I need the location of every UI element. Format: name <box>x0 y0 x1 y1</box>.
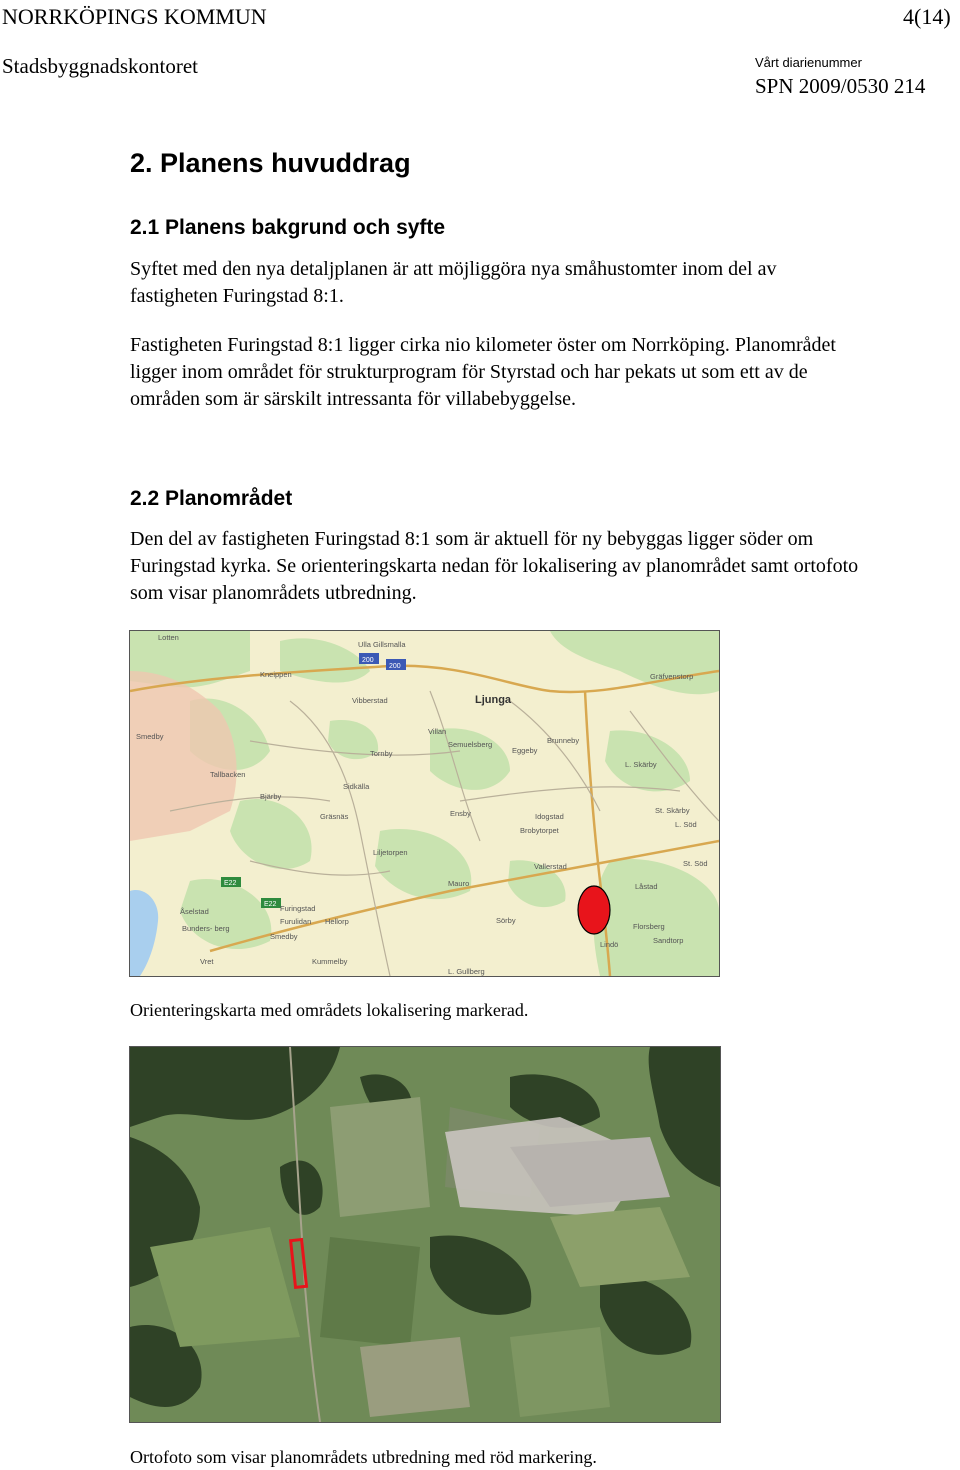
paragraph-text: Syftet med den nya detaljplanen är att möjliggöra nya småhustomter inom del av fastigheten Furingstad 8:1. <box>130 258 777 307</box>
map-label: St. Söd <box>683 859 708 868</box>
paragraph-text: Den del av fastigheten Furingstad 8:1 som är aktuell för ny bebyggas ligger söder om Furingstad kyrka. Se orienteringskarta nedan för lokalisering av planområdet samt ortofoto som visar planområdets utbredning. <box>130 528 859 604</box>
map-label: Villan <box>428 727 447 736</box>
map-caption: Orienteringskarta med områdets lokalisering markerad. <box>130 1000 529 1020</box>
map-label: Vallerstad <box>534 862 567 871</box>
map-label: 200 <box>362 657 374 664</box>
map-label: Sidkälla <box>343 782 370 791</box>
map-label: Ulla Gillsmalla <box>358 640 406 649</box>
map-label: Smedby <box>270 932 298 941</box>
map-label: Florsberg <box>633 922 665 931</box>
map-label: Ljunga <box>475 694 512 706</box>
map-label: Brobytorpet <box>520 826 559 835</box>
map-label: Sörby <box>496 916 516 925</box>
map-label: Liljetorpen <box>373 848 408 857</box>
map-label: Hellorp <box>325 917 349 926</box>
section-2-1-paragraph-1 <box>130 256 860 310</box>
header-department: Stadsbyggnadskontoret <box>2 54 198 78</box>
map-label: St. Skärby <box>655 806 690 815</box>
map-label: Bunders- berg <box>182 924 230 933</box>
map-label: Vibberstad <box>352 696 388 705</box>
page-number: 4(14) <box>903 4 951 29</box>
map-label: Låstad <box>635 882 658 891</box>
map-label: Brunneby <box>547 736 580 745</box>
map-label: Furingstad <box>280 904 316 913</box>
map-label: Eggeby <box>512 746 538 755</box>
map-label: Idogstad <box>535 812 564 821</box>
map-label: 200 <box>389 663 401 670</box>
section-2-1-paragraph-2 <box>130 332 860 413</box>
map-label: Lindö <box>600 940 619 949</box>
map-label: Semuelsberg <box>448 740 493 749</box>
map-label: Lotten <box>158 633 179 642</box>
map-label: Ensby <box>450 809 471 818</box>
section-2-1-heading: 2.1 Planens bakgrund och syfte <box>130 216 446 239</box>
map-label: Bjärby <box>260 792 282 801</box>
orientation-map-graphic <box>130 631 719 976</box>
map-label: Kummelby <box>312 957 348 966</box>
section-2-2-heading: 2.2 Planområdet <box>130 487 293 510</box>
map-label: Tallbacken <box>210 770 246 779</box>
orthophoto-graphic <box>130 1047 720 1422</box>
section-2-2-paragraph-1 <box>130 526 860 607</box>
diarie-label: Vårt diarienummer <box>755 55 862 70</box>
header-organization: NORRKÖPINGS KOMMUN <box>2 4 267 29</box>
map-label: Åselstad <box>180 907 209 916</box>
map-label: E22 <box>264 901 277 908</box>
orientation-map <box>129 630 720 977</box>
section-2-heading: 2. Planens huvuddrag <box>130 148 411 178</box>
map-label: Tornby <box>370 749 393 758</box>
ortho-caption: Ortofoto som visar planområdets utbredning med röd markering. <box>130 1447 597 1467</box>
diarie-number: SPN 2009/0530 214 <box>755 74 926 98</box>
map-label: Vret <box>200 957 214 966</box>
map-label: Gräsnäs <box>320 812 349 821</box>
map-label: E22 <box>224 880 237 887</box>
map-label: Mauro <box>448 879 470 888</box>
map-label: L. Söd <box>675 820 697 829</box>
map-label: L. Skärby <box>625 760 657 769</box>
orthophoto <box>129 1046 721 1423</box>
map-label: Sandtorp <box>653 936 684 945</box>
location-marker <box>578 886 610 934</box>
map-label: Gräfvenstorp <box>650 672 694 681</box>
map-label: Smedby <box>136 732 164 741</box>
map-label: L. Gullberg <box>448 967 485 976</box>
map-label: Kneippen <box>260 670 292 679</box>
map-label: Furulidan <box>280 917 312 926</box>
paragraph-text: Fastigheten Furingstad 8:1 ligger cirka nio kilometer öster om Norrköping. Planområdet ligger inom området för strukturprogram för Styrstad och har pekats ut som ett av de områden som är särskilt intressanta för villabebyggelse. <box>130 334 836 410</box>
